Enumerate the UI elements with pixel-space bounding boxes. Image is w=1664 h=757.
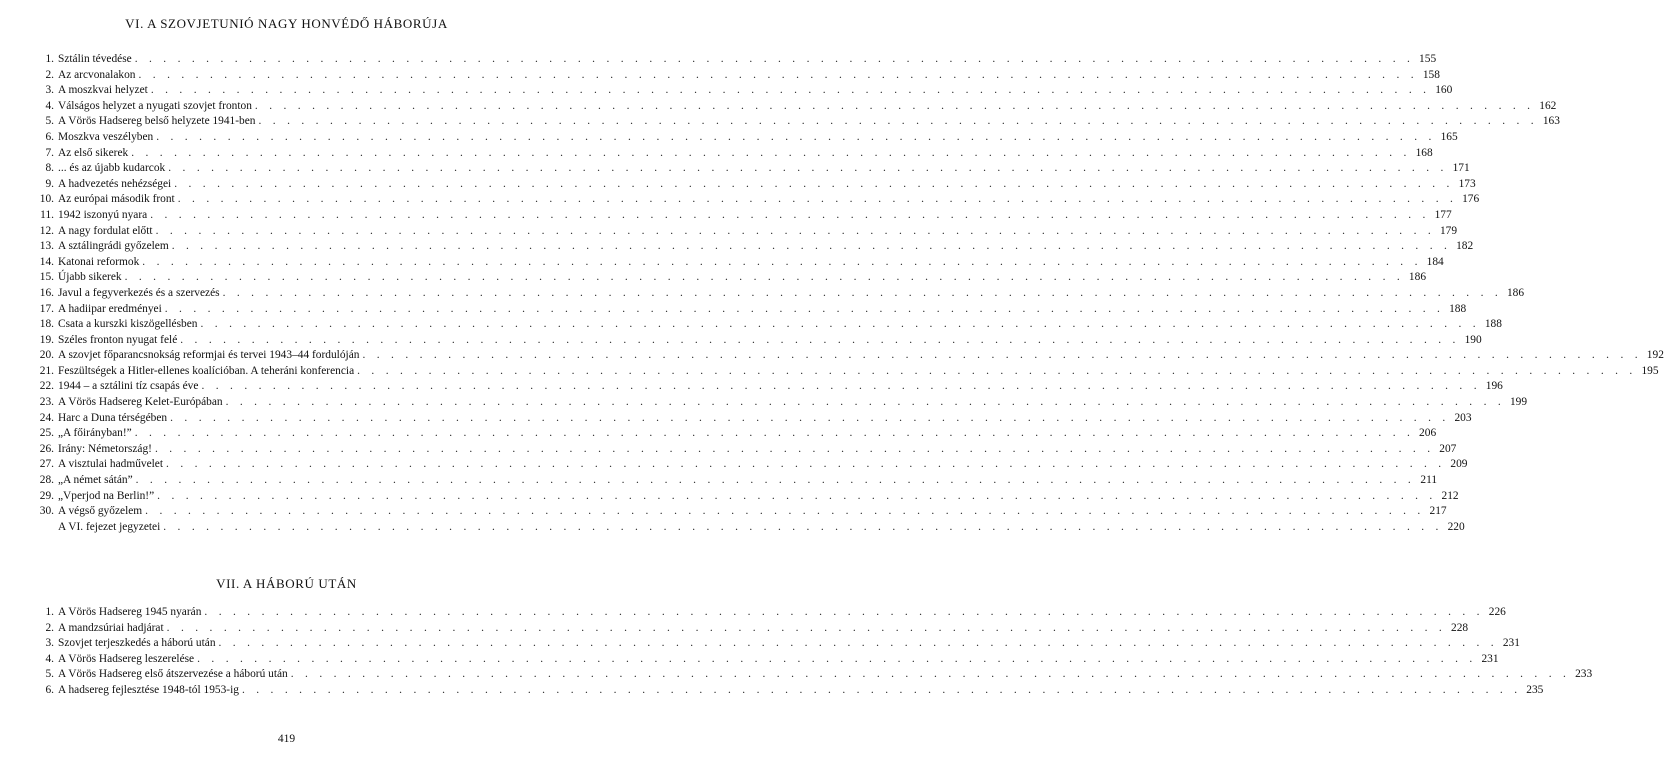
toc-entry-number: 11. — [40, 208, 54, 221]
toc-entry — [36, 146, 1433, 162]
dot-leader: . . . . . . . . . . . . . . . . . . . . . . . . . . . . . . . . . . . . . . . . . . . . . . . . . . . . . . . . . . . . . . . . . . . . . . . . . . . . . . . . . . . . . . . . . . — [150, 84, 1431, 97]
toc-entry-page: 165 — [1440, 130, 1458, 143]
toc-entry-page: 212 — [1441, 489, 1459, 502]
dot-leader: . . . . . . . . . . . . . . . . . . . . . . . . . . . . . . . . . . . . . . . . . . . . . . . . . . . . . . . . . . . . . . . . . . . . . . . . . . . . . . . . . . . . . . . . . . — [138, 68, 1418, 81]
dot-leader: . . . . . . . . . . . . . . . . . . . . . . . . . . . . . . . . . . . . . . . . . . . . . . . . . . . . . . . . . . . . . . . . . . . . . . . . . . . . . . . . . . . . . . . . . . — [171, 240, 1452, 253]
toc-entry-page: 184 — [1426, 255, 1444, 268]
toc-entry — [36, 395, 1528, 411]
dot-leader: . . . . . . . . . . . . . . . . . . . . . . . . . . . . . . . . . . . . . . . . . . . . . . . . . . . . . . . . . . . . . . . . . . . . . . . . . . . . . . . . . . . . . . . . . . — [157, 489, 1437, 502]
dot-leader: . . . . . . . . . . . . . . . . . . . . . . . . . . . . . . . . . . . . . . . . . . . . . . . . . . . . . . . . . . . . . . . . . . . . . . . . . . . . . . . . . . . . . . . . . . — [362, 349, 1642, 362]
toc-entry — [36, 83, 1453, 99]
toc-entry-page: 220 — [1447, 520, 1465, 533]
toc-entry — [36, 99, 1557, 115]
toc-entry-title: A Vörös Hadsereg leszerelése — [58, 652, 195, 665]
toc-entry-page: 176 — [1462, 193, 1480, 206]
toc-entry-title: Sztálin tévedése — [58, 53, 132, 65]
toc-entry-number: 19. — [39, 333, 54, 346]
toc-entry — [36, 255, 1444, 271]
toc-entry-number: 4. — [45, 99, 54, 112]
toc-entry-title: ... és az újabb kudarcok — [58, 162, 166, 175]
toc-entry — [36, 605, 1506, 621]
toc-entry-number: 18. — [39, 318, 54, 331]
toc-entry-title: Moszkva veszélyben — [58, 130, 154, 143]
toc-entry-number: 1. — [45, 606, 54, 618]
toc-entry-number: 1. — [45, 53, 54, 65]
toc-entry — [36, 520, 1465, 536]
toc-entry — [36, 130, 1458, 146]
toc-entry-page: 168 — [1415, 146, 1433, 159]
dot-leader: . . . . . . . . . . . . . . . . . . . . . . . . . . . . . . . . . . . . . . . . . . . . . . . . . . . . . . . . . . . . . . . . . . . . . . . . . . . . . . . . . . . . . . . . . . — [241, 683, 1522, 696]
toc-entry-page: 211 — [1420, 474, 1438, 487]
dot-leader: . . . . . . . . . . . . . . . . . . . . . . . . . . . . . . . . . . . . . . . . . . . . . . . . . . . . . . . . . . . . . . . . . . . . . . . . . . . . . . . . . . . . . . . . . . — [180, 333, 1460, 346]
dot-leader: . . . . . . . . . . . . . . . . . . . . . . . . . . . . . . . . . . . . . . . . . . . . . . . . . . . . . . . . . . . . . . . . . . . . . . . . . . . . . . . . . . . . . . . . . . — [258, 115, 1538, 128]
toc-entry-title: A sztálingrádi győzelem — [58, 240, 169, 253]
toc-entry-page: 228 — [1451, 621, 1469, 634]
dot-leader: . . . . . . . . . . . . . . . . . . . . . . . . . . . . . . . . . . . . . . . . . . . . . . . . . . . . . . . . . . . . . . . . . . . . . . . . . . . . . . . . . . . . . . . . . . — [124, 271, 1405, 284]
toc-entry-page: 186 — [1408, 271, 1427, 284]
toc-entry — [36, 270, 1427, 286]
toc-entry-number: 13. — [39, 240, 54, 253]
toc-entry — [36, 161, 1470, 177]
toc-entry-title: Irány: Németország! — [58, 442, 152, 455]
dot-leader: . . . . . . . . . . . . . . . . . . . . . . . . . . . . . . . . . . . . . . . . . . . . . . . . . . . . . . . . . . . . . . . . . . . . . . . . . . . . . . . . . . . . . . . . . . — [145, 505, 1425, 518]
toc-entry-page: 173 — [1458, 177, 1476, 190]
toc-entry-page: 235 — [1526, 683, 1544, 696]
toc-entry-title: Szovjet terjeszkedés a háború után — [58, 637, 216, 650]
section-title-vi: VI. A SZOVJETUNIÓ NAGY HONVÉDŐ HÁBORÚJA — [125, 16, 448, 31]
toc-entry-number: 2. — [45, 68, 54, 81]
dot-leader: . . . . . . . . . . . . . . . . . . . . . . . . . . . . . . . . . . . . . . . . . . . . . . . . . . . . . . . . . . . . . . . . . . . . . . . . . . . . . . . . . . . . . . . . . . — [166, 458, 1446, 471]
toc-entry — [36, 224, 1458, 240]
toc-entry — [36, 333, 1482, 349]
toc-entry-title: Széles fronton nyugat felé — [58, 333, 178, 346]
toc-entry-number: 15. — [39, 271, 54, 284]
toc-entry-title: A Vörös Hadsereg belső helyzete 1941-ben — [58, 115, 256, 128]
toc-entry-number: 23. — [39, 396, 54, 409]
toc-entry-number: 5. — [45, 668, 54, 681]
toc-entry-title: „A főirányban!” — [58, 427, 132, 440]
toc-entry-title: „Vperjod na Berlin!” — [58, 489, 155, 502]
toc-entry-number: 6. — [45, 130, 54, 143]
dot-leader: . . . . . . . . . . . . . . . . . . . . . . . . . . . . . . . . . . . . . . . . . . . . . . . . . . . . . . . . . . . . . . . . . . . . . . . . . . . . . . . . . . . . . . . . . . — [154, 442, 1435, 455]
toc-entry-title: Az arcvonalakon — [58, 68, 136, 81]
toc-entry-title: Válságos helyzet a nyugati szovjet fronton — [58, 99, 252, 112]
toc-entry-title: Feszültségek a Hitler-ellenes koalícióban. A teheráni konferencia — [58, 364, 355, 377]
toc-entry-title: A hadiipar eredményei — [58, 302, 162, 315]
dot-leader: . . . . . . . . . . . . . . . . . . . . . . . . . . . . . . . . . . . . . . . . . . . . . . . . . . . . . . . . . . . . . . . . . . . . . . . . . . . . . . . . . . . . . . . . . . — [225, 396, 1506, 409]
toc-entry-title: Újabb sikerek — [58, 271, 122, 284]
toc-section-vi — [36, 52, 1664, 535]
toc-entry-page: 207 — [1439, 442, 1457, 455]
toc-entry-number: 29. — [39, 489, 54, 502]
toc-entry-title: A szovjet főparancsnokság reformjai és tervei 1943–44 fordulóján — [58, 349, 360, 362]
toc-entry-number: 22. — [39, 380, 54, 393]
dot-leader: . . . . . . . . . . . . . . . . . . . . . . . . . . . . . . . . . . . . . . . . . . . . . . . . . . . . . . . . . . . . . . . . . . . . . . . . . . . . . . . . . . . . . . . . . . — [170, 411, 1450, 424]
toc-entry-number: 28. — [39, 474, 54, 487]
toc-entry-title: A Vörös Hadsereg Kelet-Európában — [58, 396, 223, 409]
toc-entry-number: 8. — [45, 162, 54, 175]
toc-entry-page: 188 — [1484, 318, 1502, 331]
dot-leader: . . . . . . . . . . . . . . . . . . . . . . . . . . . . . . . . . . . . . . . . . . . . . . . . . . . . . . . . . . . . . . . . . . . . . . . . . . . . . . . . . . . . . . . . . . — [134, 53, 1415, 65]
toc-entry-page: 177 — [1434, 208, 1452, 221]
dot-leader: . . . . . . . . . . . . . . . . . . . . . . . . . . . . . . . . . . . . . . . . . . . . . . . . . . . . . . . . . . . . . . . . . . . . . . . . . . . . . . . . . . . . . . . . . . — [254, 99, 1535, 112]
toc-entry-number: 3. — [45, 637, 54, 650]
toc-entry — [36, 473, 1438, 489]
toc-entry-page: 192 — [1646, 349, 1664, 362]
toc-entry — [36, 411, 1472, 427]
toc-entry-page: 162 — [1539, 99, 1557, 112]
toc-entry — [36, 52, 1437, 68]
toc-entry — [36, 317, 1502, 333]
toc-entry-number: 17. — [39, 302, 54, 315]
dot-leader: . . . . . . . . . . . . . . . . . . . . . . . . . . . . . . . . . . . . . . . . . . . . . . . . . . . . . . . . . . . . . . . . . . . . . . . . . . . . . . . . . . . . . . . . . . — [166, 621, 1447, 634]
toc-entry-title: A mandzsúriai hadjárat — [58, 621, 164, 634]
toc-entry-page: 203 — [1454, 411, 1472, 424]
toc-entry-number: 7. — [45, 146, 54, 159]
toc-entry-page: 188 — [1449, 302, 1467, 315]
toc-entry-number: 21. — [39, 364, 54, 377]
toc-entry-number: 10. — [39, 193, 54, 206]
dot-leader: . . . . . . . . . . . . . . . . . . . . . . . . . . . . . . . . . . . . . . . . . . . . . . . . . . . . . . . . . . . . . . . . . . . . . . . . . . . . . . . . . . . . . . . . . . — [134, 427, 1415, 440]
dot-leader: . . . . . . . . . . . . . . . . . . . . . . . . . . . . . . . . . . . . . . . . . . . . . . . . . . . . . . . . . . . . . . . . . . . . . . . . . . . . . . . . . . . . . . . . . . — [155, 224, 1436, 237]
dot-leader: . . . . . . . . . . . . . . . . . . . . . . . . . . . . . . . . . . . . . . . . . . . . . . . . . . . . . . . . . . . . . . . . . . . . . . . . . . . . . . . . . . . . . . . . . . — [150, 208, 1430, 221]
toc-entry-number: 14. — [39, 255, 54, 268]
toc-entry-title: 1944 – a sztálini tíz csapás éve — [58, 380, 199, 393]
dot-leader: . . . . . . . . . . . . . . . . . . . . . . . . . . . . . . . . . . . . . . . . . . . . . . . . . . . . . . . . . . . . . . . . . . . . . . . . . . . . . . . . . . . . . . . . . . — [218, 637, 1498, 650]
toc-entry-title: A Vörös Hadsereg 1945 nyarán — [58, 606, 202, 618]
toc-entry-title: Az európai második front — [58, 193, 175, 206]
toc-entry-title: A végső győzelem — [58, 505, 143, 518]
toc-entry-page: 171 — [1452, 162, 1470, 175]
toc-entry — [36, 504, 1447, 520]
dot-leader: . . . . . . . . . . . . . . . . . . . . . . . . . . . . . . . . . . . . . . . . . . . . . . . . . . . . . . . . . . . . . . . . . . . . . . . . . . . . . . . . . . . . . . . . . . — [131, 146, 1411, 159]
toc-entry — [36, 683, 1544, 699]
toc-entry — [36, 302, 1467, 318]
dot-leader: . . . . . . . . . . . . . . . . . . . . . . . . . . . . . . . . . . . . . . . . . . . . . . . . . . . . . . . . . . . . . . . . . . . . . . . . . . . . . . . . . . . . . . . . . . — [204, 606, 1484, 618]
toc-entry-number: 4. — [45, 652, 54, 665]
dot-leader: . . . . . . . . . . . . . . . . . . . . . . . . . . . . . . . . . . . . . . . . . . . . . . . . . . . . . . . . . . . . . . . . . . . . . . . . . . . . . . . . . . . . . . . . . . — [135, 474, 1416, 487]
toc-entry — [36, 457, 1468, 473]
toc-entry-title: 1942 iszonyú nyara — [58, 208, 148, 221]
toc-entry — [36, 239, 1474, 255]
toc-entry-page: 196 — [1485, 380, 1503, 393]
toc-entry-page: 195 — [1641, 364, 1659, 377]
toc-entry-page: 199 — [1509, 396, 1528, 409]
toc-entry-title: Harc a Duna térségében — [58, 411, 168, 424]
toc-entry — [36, 489, 1459, 505]
toc-entry-page: 179 — [1439, 224, 1458, 237]
toc-entry-title: A visztulai hadművelet — [58, 458, 164, 471]
dot-leader: . . . . . . . . . . . . . . . . . . . . . . . . . . . . . . . . . . . . . . . . . . . . . . . . . . . . . . . . . . . . . . . . . . . . . . . . . . . . . . . . . . . . . . . . . . — [357, 364, 1637, 377]
toc-entry-page: 190 — [1464, 333, 1482, 346]
toc-entry-title: Javul a fegyverkezés és a szervezés — [58, 286, 220, 299]
page-number: 419 — [277, 733, 296, 745]
toc-entry-number: 16. — [39, 286, 54, 299]
toc-entry — [36, 286, 1525, 302]
toc-entry-page: 155 — [1419, 53, 1437, 65]
toc-entry-title: „A német sátán” — [58, 474, 133, 487]
toc-entry — [36, 364, 1659, 380]
toc-entry — [36, 636, 1520, 652]
toc-entry-page: 217 — [1429, 505, 1447, 518]
toc-entry-title: A hadsereg fejlesztése 1948-tól 1953-ig — [58, 683, 239, 696]
toc-entry-title: Csata a kurszki kiszögellésben — [58, 318, 198, 331]
toc-entry-title: A Vörös Hadsereg első átszervezése a háború után — [58, 668, 288, 681]
toc-entry — [36, 208, 1452, 224]
dot-leader: . . . . . . . . . . . . . . . . . . . . . . . . . . . . . . . . . . . . . . . . . . . . . . . . . . . . . . . . . . . . . . . . . . . . . . . . . . . . . . . . . . . . . . . . . . — [200, 318, 1480, 331]
toc-entry — [36, 667, 1593, 683]
toc-entry — [36, 442, 1457, 458]
dot-leader: . . . . . . . . . . . . . . . . . . . . . . . . . . . . . . . . . . . . . . . . . . . . . . . . . . . . . . . . . . . . . . . . . . . . . . . . . . . . . . . . . . . . . . . . . . — [168, 162, 1448, 175]
toc-entry-number: 9. — [45, 177, 54, 190]
dot-leader: . . . . . . . . . . . . . . . . . . . . . . . . . . . . . . . . . . . . . . . . . . . . . . . . . . . . . . . . . . . . . . . . . . . . . . . . . . . . . . . . . . . . . . . . . . — [290, 668, 1571, 681]
toc-entry-title: A hadvezetés nehézségei — [58, 177, 172, 190]
toc-entry-number: 6. — [45, 683, 54, 696]
toc-entry-page: 186 — [1506, 286, 1525, 299]
toc-entry-title: Az első sikerek — [58, 146, 129, 159]
toc-entry-page: 163 — [1542, 115, 1560, 128]
toc-entry-page: 231 — [1502, 637, 1520, 650]
toc-entry-number: 30. — [39, 505, 54, 518]
dot-leader: . . . . . . . . . . . . . . . . . . . . . . . . . . . . . . . . . . . . . . . . . . . . . . . . . . . . . . . . . . . . . . . . . . . . . . . . . . . . . . . . . . . . . . . . . . — [177, 193, 1458, 206]
toc-entry-title: Katonai reformok — [58, 255, 140, 268]
toc-entry-title: A VI. fejezet jegyzetei — [58, 520, 161, 533]
toc-entry — [36, 621, 1469, 637]
toc-entry-page: 182 — [1456, 240, 1474, 253]
toc-entry-number: 24. — [39, 411, 54, 424]
toc-entry — [36, 68, 1440, 84]
toc-entry-number: 12. — [39, 224, 54, 237]
toc-entry — [36, 348, 1664, 364]
toc-entry-number: 5. — [45, 115, 54, 128]
dot-leader: . . . . . . . . . . . . . . . . . . . . . . . . . . . . . . . . . . . . . . . . . . . . . . . . . . . . . . . . . . . . . . . . . . . . . . . . . . . . . . . . . . . . . . . . . . — [222, 286, 1503, 299]
toc-entry-number: 27. — [39, 458, 54, 471]
section-title-vii: VII. A HÁBORÚ UTÁN — [216, 576, 357, 591]
toc-entry-number: 2. — [45, 621, 54, 634]
toc-entry — [36, 177, 1476, 193]
toc-entry — [36, 652, 1499, 668]
toc-entry-page: 233 — [1575, 668, 1593, 681]
toc-entry-number: 3. — [45, 84, 54, 97]
toc-entry-page: 206 — [1419, 427, 1437, 440]
toc-entry — [36, 426, 1437, 442]
dot-leader: . . . . . . . . . . . . . . . . . . . . . . . . . . . . . . . . . . . . . . . . . . . . . . . . . . . . . . . . . . . . . . . . . . . . . . . . . . . . . . . . . . . . . . . . . . — [201, 380, 1481, 393]
toc-entry-number: 20. — [39, 349, 54, 362]
toc-entry — [36, 192, 1480, 208]
toc-entry-page: 160 — [1435, 84, 1453, 97]
dot-leader: . . . . . . . . . . . . . . . . . . . . . . . . . . . . . . . . . . . . . . . . . . . . . . . . . . . . . . . . . . . . . . . . . . . . . . . . . . . . . . . . . . . . . . . . . . — [163, 520, 1443, 533]
toc-entry-page: 209 — [1450, 458, 1468, 471]
toc-entry-title: A moszkvai helyzet — [58, 84, 148, 97]
toc-entry — [36, 114, 1560, 130]
dot-leader: . . . . . . . . . . . . . . . . . . . . . . . . . . . . . . . . . . . . . . . . . . . . . . . . . . . . . . . . . . . . . . . . . . . . . . . . . . . . . . . . . . . . . . . . . . — [142, 255, 1422, 268]
dot-leader: . . . . . . . . . . . . . . . . . . . . . . . . . . . . . . . . . . . . . . . . . . . . . . . . . . . . . . . . . . . . . . . . . . . . . . . . . . . . . . . . . . . . . . . . . . — [156, 130, 1436, 143]
toc-entry-number: 26. — [39, 442, 54, 455]
toc-entry-title: A nagy fordulat előtt — [58, 224, 153, 237]
toc-entry-page: 231 — [1481, 652, 1499, 665]
dot-leader: . . . . . . . . . . . . . . . . . . . . . . . . . . . . . . . . . . . . . . . . . . . . . . . . . . . . . . . . . . . . . . . . . . . . . . . . . . . . . . . . . . . . . . . . . . — [164, 302, 1445, 315]
toc-entry-page: 158 — [1422, 68, 1440, 81]
toc-entry-page: 226 — [1488, 606, 1506, 618]
toc-entry-number: 25. — [39, 427, 54, 440]
toc-section-vii — [36, 605, 1593, 699]
dot-leader: . . . . . . . . . . . . . . . . . . . . . . . . . . . . . . . . . . . . . . . . . . . . . . . . . . . . . . . . . . . . . . . . . . . . . . . . . . . . . . . . . . . . . . . . . . — [174, 177, 1454, 190]
dot-leader: . . . . . . . . . . . . . . . . . . . . . . . . . . . . . . . . . . . . . . . . . . . . . . . . . . . . . . . . . . . . . . . . . . . . . . . . . . . . . . . . . . . . . . . . . . — [197, 652, 1477, 665]
toc-entry — [36, 379, 1503, 395]
